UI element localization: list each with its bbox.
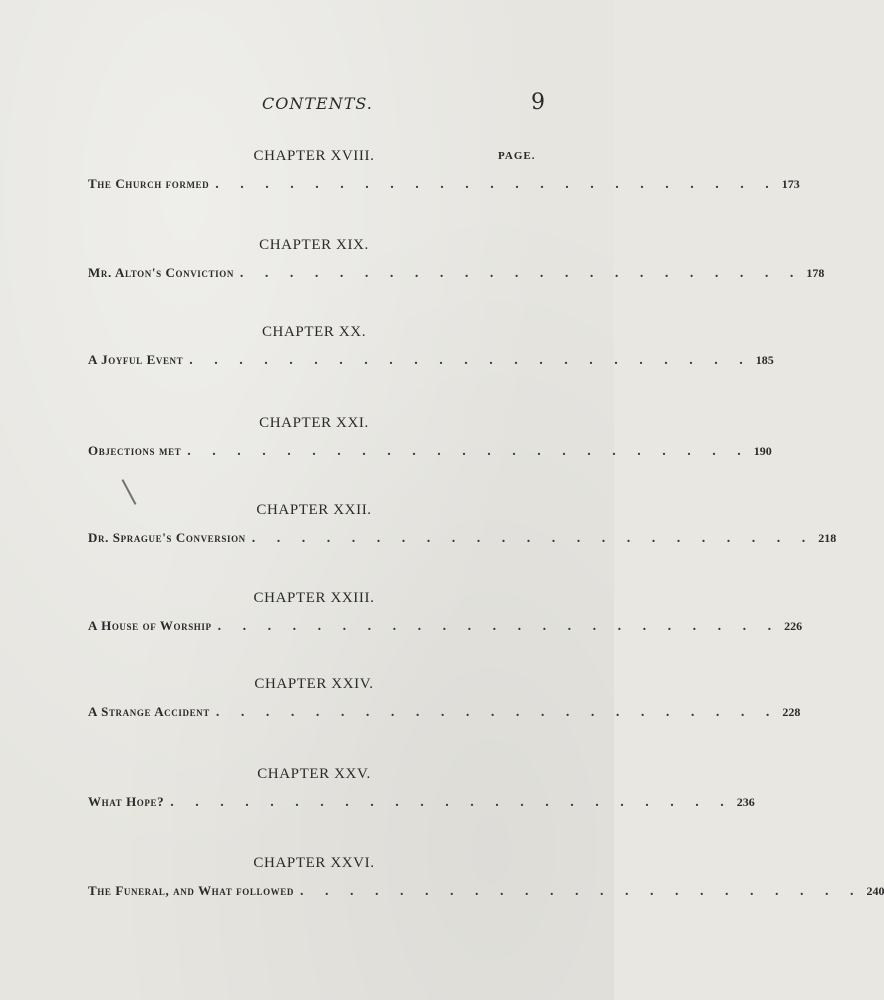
chapter-title: The Funeral, and What followed [88,883,294,898]
chapter-heading: CHAPTER XXII. [256,502,372,518]
chapter-page: 185 [755,353,774,367]
chapter-heading: CHAPTER XXIV. [254,676,374,692]
page-number: 9 [531,90,545,115]
running-title: CONTENTS. [262,94,373,113]
page-column-label: PAGE. [498,150,536,162]
chapter-page: 240 [866,884,884,898]
running-head [0,90,614,118]
chapter-page: 178 [806,266,825,280]
chapter-page: 236 [736,795,755,809]
chapter-heading: CHAPTER XXVI. [253,855,375,871]
dot-leader: . . . . . . . . . . . . . . . . . . . . . . . [251,531,815,546]
toc-line [88,176,800,194]
dot-leader: . . . . . . . . . . . . . . . . . . . . . . . [239,266,803,281]
toc-line [88,443,772,461]
toc-line [88,352,774,370]
chapter-title: Dr. Sprague's Conversion [88,530,246,545]
chapter-page: 226 [784,619,803,633]
chapter-heading: CHAPTER XIX. [259,237,369,253]
dot-leader: . . . . . . . . . . . . . . . . . . . . . . . [299,884,863,899]
dot-leader: . . . . . . . . . . . . . . . . . . . . . . . [215,705,779,720]
toc-line [88,265,825,283]
toc-line [88,618,803,636]
chapter-title: The Church formed [88,176,210,191]
toc-line [88,704,801,722]
chapter-title: Objections met [88,443,182,458]
chapter-heading: CHAPTER XXV. [257,766,371,782]
toc-line [88,530,837,548]
chapter-title: What Hope? [88,794,165,809]
toc-line [88,794,755,812]
chapter-heading: CHAPTER XVIII. [253,148,375,164]
chapter-page: 218 [818,531,837,545]
chapter-page: 228 [782,705,801,719]
chapter-page: 173 [781,177,800,191]
chapter-heading: CHAPTER XXI. [259,415,369,431]
chapter-heading: CHAPTER XXIII. [253,590,375,606]
dot-leader: . . . . . . . . . . . . . . . . . . . . . . . [189,353,752,368]
chapter-title: Mr. Alton's Conviction [88,265,234,280]
toc-line [88,883,884,901]
dot-leader: . . . . . . . . . . . . . . . . . . . . . . . [215,177,778,192]
chapter-title: A House of Worship [88,618,212,633]
chapter-heading: CHAPTER XX. [261,324,367,340]
ink-mark [122,479,137,505]
dot-leader: . . . . . . . . . . . . . . . . . . . . . . . [170,795,733,810]
chapter-title: A Joyful Event [88,352,184,367]
chapter-title: A Strange Accident [88,704,210,719]
chapter-page: 190 [753,444,772,458]
dot-leader: . . . . . . . . . . . . . . . . . . . . . . . [217,619,781,634]
dot-leader: . . . . . . . . . . . . . . . . . . . . . . . [187,444,750,459]
